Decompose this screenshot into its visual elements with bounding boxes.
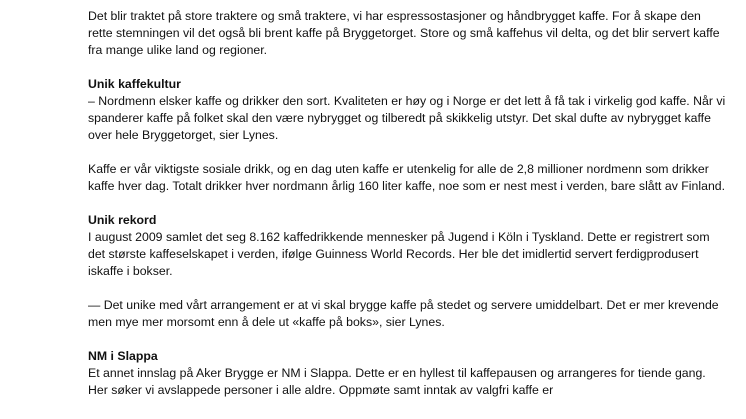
paragraph-spacer bbox=[88, 331, 728, 348]
paragraph-spacer bbox=[88, 195, 728, 212]
rekord-paragraph-quote: — Det unike med vårt arrangement er at vi skal brygge kaffe på stedet og servere umiddelbart. Det er mer krevende men mye mer morsomt enn å dele ut «kaffe på boks», sier Lynes. bbox=[88, 298, 719, 329]
section-heading-unik-rekord: Unik rekord bbox=[88, 213, 157, 227]
kaffekultur-paragraph-statistics: Kaffe er vår viktigste sosiale drikk, og en dag uten kaffe er utenkelig for alle de 2,8 millioner nordmenn som drikker kaffe hver dag. Totalt drikker hver nordmann årlig 160 liter kaffe, noe som er nest mest i verden, bare slått av Finland. bbox=[88, 162, 726, 193]
section-heading-nm-i-slappa: NM i Slappa bbox=[88, 349, 158, 363]
document-page bbox=[88, 8, 728, 399]
paragraph-spacer bbox=[88, 280, 728, 297]
paragraph-spacer bbox=[88, 144, 728, 161]
rekord-paragraph-record: I august 2009 samlet det seg 8.162 kaffedrikkende mennesker på Jugend i Köln i Tyskland. Dette er registrert som det største kaffeselskapet i verden, ifølge Guinness World Records. Her ble det imidlertid servert ferdigprodusert iskaffe i bokser. bbox=[88, 230, 710, 278]
intro-paragraph: Det blir traktet på store traktere og små traktere, vi har espressostasjoner og håndbrygget kaffe. For å skape den rette stemningen vil det også bli brent kaffe på Bryggetorget. Store og små kaffehus vil delta, og det blir servert kaffe fra mange ulike land og regioner. bbox=[88, 9, 720, 57]
kaffekultur-paragraph-quote: – Nordmenn elsker kaffe og drikker den sort. Kvaliteten er høy og i Norge er det lett å få tak i virkelig god kaffe. Når vi spanderer kaffe på folket skal den være nybrygget og tilberedt på skikkelig utstyr. Det skal dufte av nybrygget kaffe over hele Bryggetorget, sier Lynes. bbox=[88, 94, 726, 142]
slappa-paragraph-intro: Et annet innslag på Aker Brygge er NM i Slappa. Dette er en hyllest til kaffepausen og arrangeres for tiende gang. Her søker vi avslappede personer i alle aldre. Oppmøte samt inntak av valgfri kaffe er bbox=[88, 366, 706, 397]
section-heading-unik-kaffekultur: Unik kaffekultur bbox=[88, 77, 181, 91]
paragraph-spacer bbox=[88, 59, 728, 76]
